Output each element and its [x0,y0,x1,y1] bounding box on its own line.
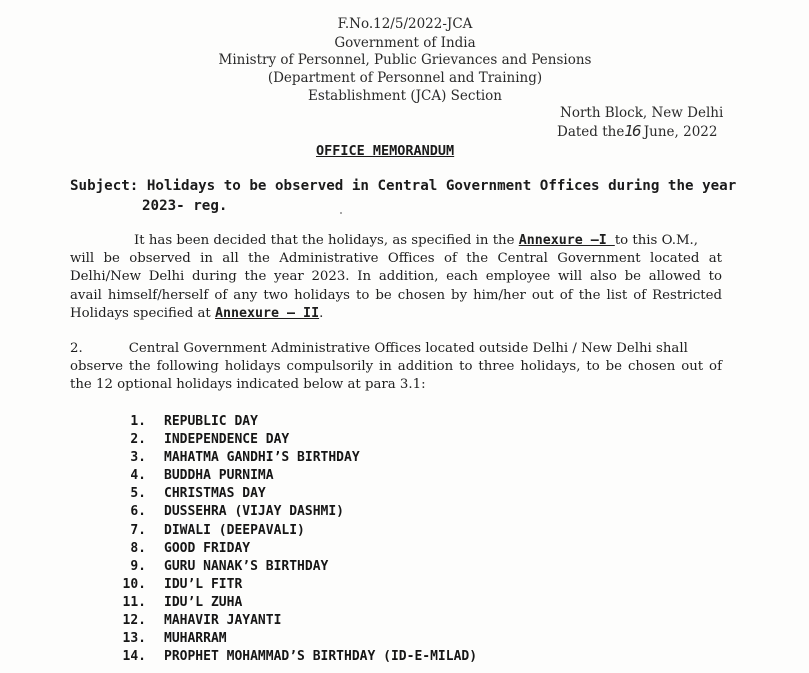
holiday-item [120,576,477,594]
speck [340,212,342,214]
holiday-item [120,540,477,558]
holiday-item [120,431,477,449]
holiday-name: REPUBLIC DAY [164,414,258,429]
holiday-name: IDU’L ZUHA [164,594,243,610]
paragraph-1 [70,232,722,323]
date-prefix: Dated the [557,124,625,140]
holiday-item [120,594,477,612]
date-line [557,122,717,140]
para1-line-3: Delhi/New Delhi during the year 2023. In addition, each employee will also be allowed to [70,269,722,285]
paragraph-2 [70,340,722,395]
location-line: North Block, New Delhi [560,105,724,121]
para1-text-b: to this O.M., [614,233,699,248]
file-number: F.No.12/5/2022-JCA [337,16,473,32]
para1-text-d: . [319,305,324,321]
section-line: Establishment (JCA) Section [307,88,503,104]
para2-line-3: the 12 optional holidays indicated below at para 3.1: [70,377,426,393]
subject-line-2: 2023- reg. [142,198,228,214]
holiday-name: MAHATMA GANDHI’S BIRTHDAY [164,450,360,466]
subject-line-1: Subject: Holidays to be observed in Central Government Offices during the year [70,178,737,194]
holiday-name: IDU’L FITR [164,576,243,592]
holiday-name: INDEPENDENCE DAY [164,432,290,448]
holiday-name: DIWALI (DEEPAVALI) [164,522,305,538]
holiday-item [120,558,477,576]
holiday-number: 2. [130,432,146,448]
holiday-number: 9. [130,558,146,574]
holiday-number: 10. [122,576,146,592]
holiday-name: GURU NANAK’S BIRTHDAY [164,558,329,574]
date-suffix: June, 2022 [639,124,718,140]
para2-line-2: observe the following holidays compulsorily in addition to three holidays, to be chosen out of [70,359,722,375]
para1-text-a: It has been decided that the holidays, as specified in the [134,233,519,248]
holiday-number: 5. [130,486,146,502]
holiday-number: 3. [130,450,146,466]
holiday-item [120,630,477,648]
holiday-item [120,485,477,503]
document-title: OFFICE MEMORANDUM [316,143,455,159]
holiday-name: MAHAVIR JAYANTI [164,613,282,629]
holiday-name: BUDDHA PURNIMA [164,468,274,484]
holiday-number: 11. [122,594,146,610]
para1-line-2: will be observed in all the Administrative Offices of the Central Government located at [70,251,722,267]
holiday-name: GOOD FRIDAY [164,540,251,556]
para2-text-1: Central Government Administrative Offices located outside Delhi / New Delhi shall [128,341,688,356]
holiday-number: 1. [130,414,146,429]
para1-line-1 [70,232,722,250]
para1-line-5 [70,305,722,323]
annexure-1-ref: Annexure –I [518,233,615,248]
holiday-item [120,413,477,431]
subject-block [70,176,736,216]
holiday-item [120,612,477,630]
government-line: Government of India [334,35,476,51]
holiday-item [120,449,477,467]
para1-line-4: avail himself/herself of any two holidays to be chosen by him/her out of the list of Restricted [70,287,722,303]
holiday-number: 7. [130,522,146,538]
holiday-name: MUHARRAM [164,631,227,647]
para1-text-c: Holidays specified at [70,305,215,321]
holiday-name: DUSSEHRA (VIJAY DASHMI) [164,504,345,520]
holiday-number: 13. [122,631,146,647]
holiday-item [120,648,477,666]
holiday-list [120,413,477,666]
department-line: (Department of Personnel and Training) [267,70,543,86]
holiday-name: PROPHET MOHAMMAD’S BIRTHDAY (ID-E-MILAD) [164,649,478,665]
date-day-handwritten: 16 [624,122,640,140]
holiday-item [120,503,477,521]
holiday-item [120,467,477,485]
holiday-number: 4. [130,468,146,484]
holiday-item [120,522,477,540]
ministry-line: Ministry of Personnel, Public Grievances and Pensions [218,52,592,68]
holiday-number: 14. [122,649,146,665]
annexure-2-ref: Annexure – II [215,305,320,321]
para2-line-1 [70,340,722,358]
holiday-number: 6. [130,504,146,520]
para2-number: 2. [70,341,83,356]
holiday-name: CHRISTMAS DAY [164,486,266,502]
holiday-number: 8. [130,540,146,556]
holiday-number: 12. [122,613,146,629]
